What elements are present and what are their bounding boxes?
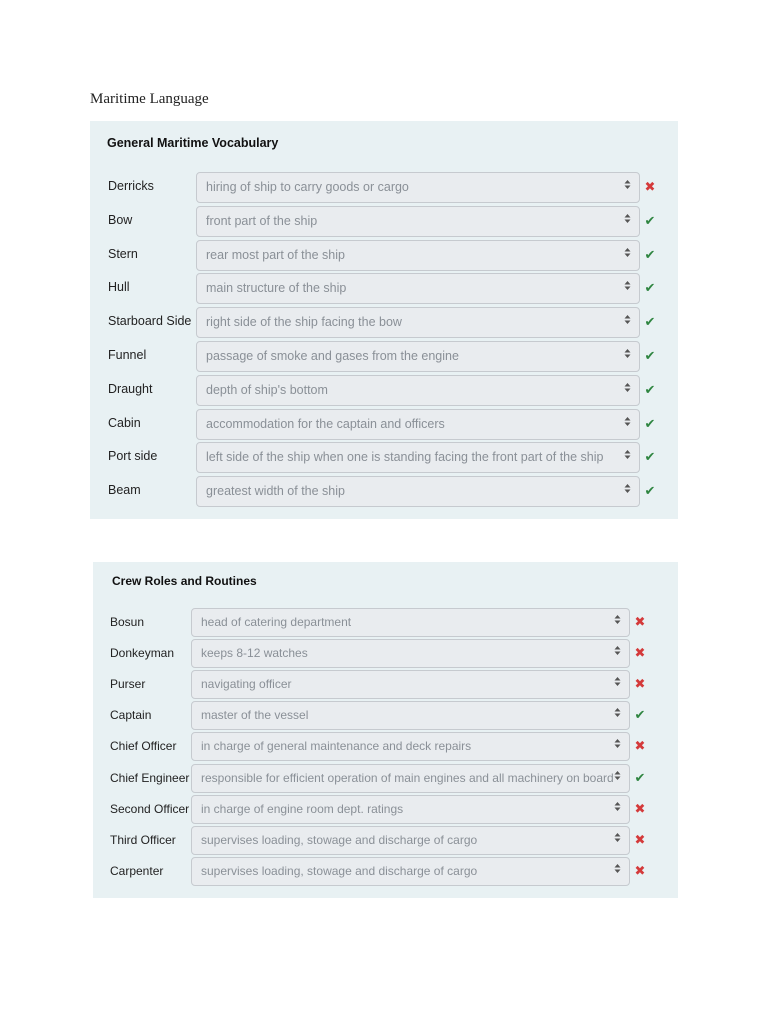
question-row: [90, 206, 678, 240]
term-label: Hull: [108, 280, 130, 295]
selected-answer: responsible for efficient operation of main engines and all machinery on board: [201, 770, 614, 785]
check-icon: ✔: [644, 381, 656, 397]
question-row: [90, 375, 678, 409]
term-label: Donkeyman: [110, 646, 175, 661]
select-caret-icon: [614, 765, 621, 792]
selected-answer: supervises loading, stowage and discharge of cargo: [201, 863, 478, 878]
answer-select[interactable]: [191, 857, 630, 886]
answer-select[interactable]: [196, 172, 640, 203]
selected-answer: hiring of ship to carry goods or cargo: [206, 180, 409, 194]
select-caret-icon: [624, 207, 631, 236]
term-label: Chief Engineer: [110, 770, 190, 785]
question-row: [93, 795, 678, 829]
term-label: Cabin: [108, 415, 141, 430]
term-label: Bosun: [110, 615, 145, 629]
answer-select[interactable]: [196, 476, 640, 507]
select-caret-icon: [614, 640, 621, 667]
answer-select[interactable]: [191, 701, 630, 730]
select-caret-icon: [614, 702, 621, 729]
answer-select[interactable]: [196, 341, 640, 372]
select-caret-icon: [614, 671, 621, 698]
term-label: Funnel: [108, 348, 147, 362]
check-icon: ✔: [634, 707, 646, 723]
question-row: [93, 857, 678, 891]
selected-answer: in charge of general maintenance and deck repairs: [201, 739, 472, 754]
answer-select[interactable]: [191, 826, 630, 855]
question-row: [93, 670, 678, 704]
term-label: Beam: [108, 483, 141, 498]
cross-icon: ✖: [634, 645, 646, 661]
answer-select[interactable]: [191, 670, 630, 699]
question-row: [93, 701, 678, 735]
check-icon: ✔: [644, 483, 656, 499]
answer-select[interactable]: [196, 273, 640, 304]
question-row: [93, 826, 678, 860]
selected-answer: front part of the ship: [206, 213, 318, 228]
question-row: [90, 307, 678, 341]
term-label: Starboard Side: [108, 314, 192, 329]
selected-answer: master of the vessel: [201, 708, 309, 723]
selected-answer: rear most part of the ship: [206, 247, 345, 262]
answer-select[interactable]: [191, 732, 630, 761]
check-icon: ✔: [644, 415, 656, 431]
selected-answer: supervises loading, stowage and discharge of cargo: [201, 832, 478, 847]
select-caret-icon: [624, 308, 631, 337]
term-label: Stern: [108, 246, 138, 261]
selected-answer: passage of smoke and gases from the engine: [206, 349, 459, 363]
cross-icon: ✖: [634, 800, 646, 816]
cross-icon: ✖: [634, 676, 646, 692]
select-caret-icon: [614, 733, 621, 760]
select-caret-icon: [624, 173, 631, 202]
check-icon: ✔: [634, 769, 646, 785]
term-label: Carpenter: [110, 863, 164, 878]
question-row: [90, 273, 678, 307]
check-icon: ✔: [644, 280, 656, 296]
select-caret-icon: [614, 858, 621, 885]
selected-answer: greatest width of the ship: [206, 484, 345, 499]
select-caret-icon: [624, 376, 631, 405]
document-title: Maritime Language: [90, 91, 209, 107]
term-label: Third Officer: [110, 832, 176, 847]
select-caret-icon: [624, 342, 631, 371]
answer-select[interactable]: [191, 608, 630, 637]
term-label: Derricks: [108, 179, 154, 193]
select-caret-icon: [624, 274, 631, 303]
question-row: [93, 764, 678, 798]
term-label: Chief Officer: [110, 739, 177, 754]
answer-select[interactable]: [196, 409, 640, 440]
select-caret-icon: [614, 609, 621, 636]
cross-icon: ✖: [644, 179, 656, 194]
term-label: Purser: [110, 677, 146, 692]
question-row: [93, 732, 678, 766]
term-label: Captain: [110, 708, 152, 723]
question-row: [90, 341, 678, 375]
question-row: [90, 476, 678, 510]
selected-answer: right side of the ship facing the bow: [206, 315, 402, 330]
check-icon: ✔: [644, 449, 656, 465]
select-caret-icon: [614, 796, 621, 823]
answer-select[interactable]: [196, 442, 640, 473]
panel-title: General Maritime Vocabulary: [107, 136, 279, 150]
answer-select[interactable]: [196, 240, 640, 271]
question-row: [93, 639, 678, 673]
cross-icon: ✖: [634, 862, 646, 878]
question-row: [90, 442, 678, 476]
term-label: Draught: [108, 381, 153, 396]
question-row: [90, 240, 678, 274]
vocabulary-panel: [90, 121, 678, 519]
selected-answer: in charge of engine room dept. ratings: [201, 801, 404, 816]
answer-select[interactable]: [191, 639, 630, 668]
cross-icon: ✖: [634, 614, 646, 629]
selected-answer: accommodation for the captain and officers: [206, 416, 445, 431]
cross-icon: ✖: [634, 831, 646, 847]
cross-icon: ✖: [634, 738, 646, 754]
selected-answer: keeps 8-12 watches: [201, 646, 308, 661]
term-label: Bow: [108, 212, 133, 227]
answer-select[interactable]: [196, 307, 640, 338]
selected-answer: navigating officer: [201, 677, 292, 692]
select-caret-icon: [624, 477, 631, 506]
select-caret-icon: [614, 827, 621, 854]
select-caret-icon: [624, 443, 631, 472]
question-row: [90, 172, 678, 206]
select-caret-icon: [624, 410, 631, 439]
answer-select[interactable]: [191, 764, 630, 793]
question-row: [93, 608, 678, 642]
check-icon: ✔: [644, 348, 656, 363]
crew-roles-panel: [93, 562, 678, 898]
selected-answer: main structure of the ship: [206, 281, 347, 296]
term-label: Port side: [108, 449, 158, 464]
answer-select[interactable]: [196, 206, 640, 237]
check-icon: ✔: [644, 314, 656, 330]
answer-select[interactable]: [191, 795, 630, 824]
selected-answer: head of catering department: [201, 615, 352, 629]
check-icon: ✔: [644, 212, 656, 228]
question-row: [90, 409, 678, 443]
select-caret-icon: [624, 241, 631, 270]
selected-answer: depth of ship's bottom: [206, 382, 328, 397]
check-icon: ✔: [644, 246, 656, 262]
answer-select[interactable]: [196, 375, 640, 406]
selected-answer: left side of the ship when one is standing facing the front part of the ship: [206, 450, 604, 465]
term-label: Second Officer: [110, 801, 190, 816]
panel-title: Crew Roles and Routines: [112, 574, 257, 588]
